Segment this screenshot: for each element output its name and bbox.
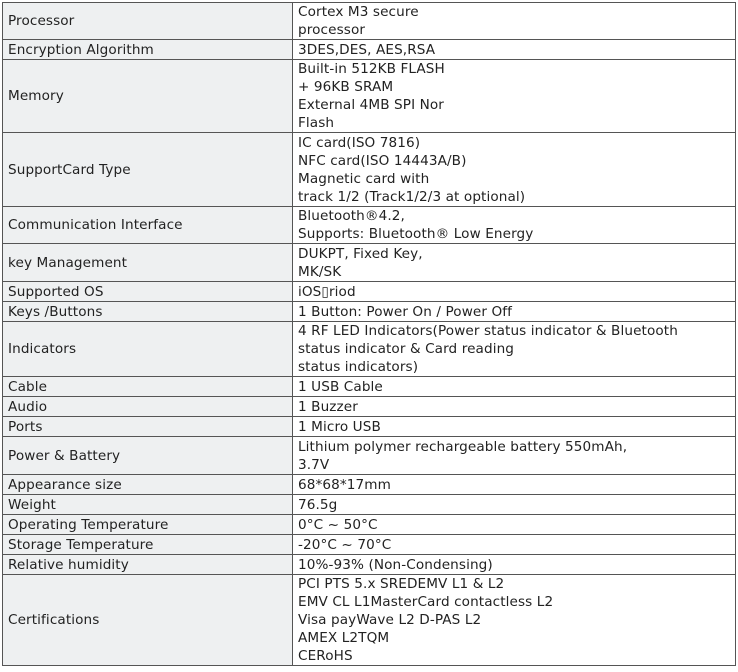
spec-value: 10%-93% (Non-Condensing) bbox=[293, 555, 736, 575]
spec-label: Storage Temperature bbox=[3, 535, 293, 555]
spec-value: Cortex M3 secure processor bbox=[293, 3, 736, 40]
spec-label: Communication Interface bbox=[3, 207, 293, 244]
spec-value: Bluetooth®4.2, Supports: Bluetooth® Low Energy bbox=[293, 207, 736, 244]
spec-label: key Management bbox=[3, 244, 293, 282]
table-row bbox=[3, 282, 736, 302]
spec-label: Audio bbox=[3, 397, 293, 417]
spec-value: Lithium polymer rechargeable battery 550mAh, 3.7V bbox=[293, 437, 736, 475]
spec-label: Weight bbox=[3, 495, 293, 515]
table-row bbox=[3, 3, 736, 40]
spec-value: IC card(ISO 7816) NFC card(ISO 14443A/B) Magnetic card with track 1/2 (Track1/2/3 at optional) bbox=[293, 133, 736, 207]
table-row bbox=[3, 207, 736, 244]
spec-label: Indicators bbox=[3, 322, 293, 377]
spec-value: 1 USB Cable bbox=[293, 377, 736, 397]
table-row bbox=[3, 555, 736, 575]
spec-value: Built-in 512KB FLASH + 96KB SRAM External 4MB SPI Nor Flash bbox=[293, 60, 736, 133]
spec-label: SupportCard Type bbox=[3, 133, 293, 207]
table-row bbox=[3, 397, 736, 417]
table-row bbox=[3, 40, 736, 60]
spec-value: DUKPT, Fixed Key, MK/SK bbox=[293, 244, 736, 282]
table-row bbox=[3, 437, 736, 475]
spec-value: PCI PTS 5.x SREDEMV L1 & L2 EMV CL L1MasterCard contactless L2 Visa payWave L2 D-PAS L2 AMEX L2TQM CERoHS bbox=[293, 575, 736, 666]
table-row bbox=[3, 495, 736, 515]
spec-label: Keys /Buttons bbox=[3, 302, 293, 322]
spec-value: 4 RF LED Indicators(Power status indicator & Bluetooth status indicator & Card reading status indicators) bbox=[293, 322, 736, 377]
table-row bbox=[3, 535, 736, 555]
spec-label: Certifications bbox=[3, 575, 293, 666]
spec-value: 1 Buzzer bbox=[293, 397, 736, 417]
spec-label: Operating Temperature bbox=[3, 515, 293, 535]
table-row bbox=[3, 302, 736, 322]
spec-label: Cable bbox=[3, 377, 293, 397]
spec-value: 1 Button: Power On / Power Off bbox=[293, 302, 736, 322]
spec-label: Appearance size bbox=[3, 475, 293, 495]
spec-table bbox=[2, 2, 736, 666]
spec-table-body bbox=[3, 3, 736, 666]
spec-label: Relative humidity bbox=[3, 555, 293, 575]
spec-value: 1 Micro USB bbox=[293, 417, 736, 437]
spec-label: Power & Battery bbox=[3, 437, 293, 475]
table-row bbox=[3, 244, 736, 282]
table-row bbox=[3, 575, 736, 666]
table-row bbox=[3, 515, 736, 535]
table-row bbox=[3, 475, 736, 495]
spec-label: Processor bbox=[3, 3, 293, 40]
table-row bbox=[3, 322, 736, 377]
table-row bbox=[3, 417, 736, 437]
spec-value: 3DES,DES, AES,RSA bbox=[293, 40, 736, 60]
spec-value: 68*68*17mm bbox=[293, 475, 736, 495]
spec-label: Supported OS bbox=[3, 282, 293, 302]
spec-value: iOS▯riod bbox=[293, 282, 736, 302]
table-row bbox=[3, 133, 736, 207]
spec-value: 0°C ~ 50°C bbox=[293, 515, 736, 535]
spec-label: Encryption Algorithm bbox=[3, 40, 293, 60]
spec-label: Ports bbox=[3, 417, 293, 437]
table-row bbox=[3, 377, 736, 397]
spec-value: -20°C ~ 70°C bbox=[293, 535, 736, 555]
table-row bbox=[3, 60, 736, 133]
spec-label: Memory bbox=[3, 60, 293, 133]
spec-value: 76.5g bbox=[293, 495, 736, 515]
